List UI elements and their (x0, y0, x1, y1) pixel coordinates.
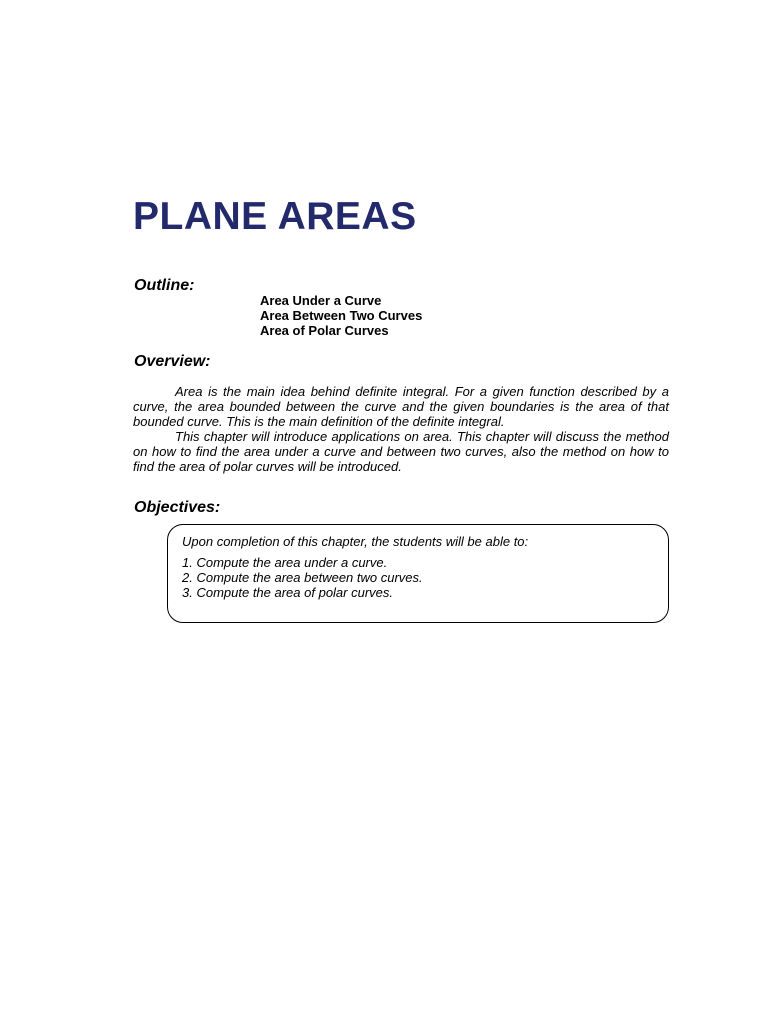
overview-heading: Overview: (134, 353, 211, 370)
objectives-box (167, 524, 669, 623)
outline-list (260, 293, 422, 338)
outline-heading: Outline: (134, 277, 195, 294)
overview-paragraph: Area is the main idea behind definite integral. For a given function described by a curve, the area bounded between the curve and the given boundaries is the area of that bounded curve. This is the main definition of the definite integral. (133, 384, 669, 429)
overview-text (133, 384, 669, 474)
page-title: PLANE AREAS (133, 195, 417, 238)
overview-paragraph: This chapter will introduce applications on area. This chapter will discuss the method on how to find the area under a curve and between two curves, also the method on how to find the area of polar curves will be introduced. (133, 429, 669, 474)
outline-item: Area Between Two Curves (260, 308, 423, 323)
objective-item: 3. Compute the area of polar curves. (182, 585, 394, 600)
objectives-intro: Upon completion of this chapter, the students will be able to: (182, 534, 529, 549)
outline-item: Area Under a Curve (260, 293, 382, 308)
outline-item: Area of Polar Curves (260, 323, 389, 338)
objectives-heading: Objectives: (134, 499, 221, 516)
objective-item: 2. Compute the area between two curves. (182, 570, 423, 585)
objective-item: 1. Compute the area under a curve. (182, 555, 388, 570)
objectives-list (182, 555, 654, 600)
